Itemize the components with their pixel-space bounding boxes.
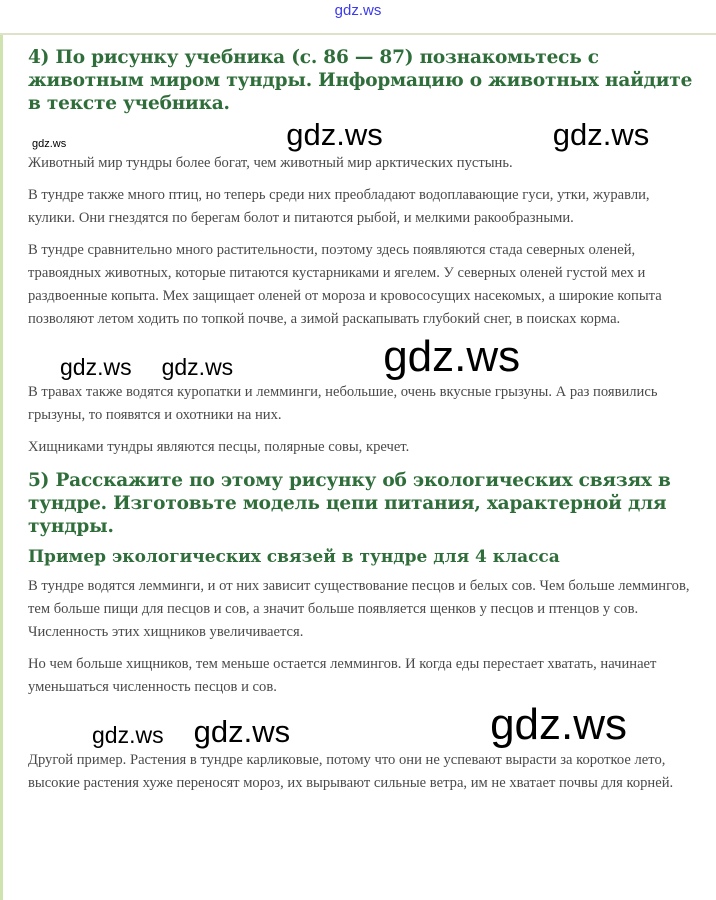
watermark-row: [28, 332, 694, 381]
paragraph: Но чем больше хищников, тем меньше остается леммингов. И когда еды перестает хватать, начинает уменьшаться численность песцов и сов.: [28, 656, 657, 695]
watermark: gdz.ws: [286, 117, 383, 152]
watermark-row: [28, 119, 694, 150]
paragraph: Другой пример. Растения в тундре карликовые, потому что они не успевают вырасти за короткое лето, высокие растения хуже переносят мороз, их вырывают сильные ветра, им не хватает почвы для корней.: [28, 752, 674, 791]
site-link[interactable]: gdz.ws: [334, 2, 382, 19]
article: [28, 46, 694, 795]
example-subheading: Пример экологических связей в тундре для 4 класса: [28, 547, 560, 567]
watermark: gdz.ws: [161, 354, 234, 380]
paragraph: В тундре также много птиц, но теперь среди них преобладают водоплавающие гуси, утки, журавли, кулики. Они гнездятся по берегам болот и питаются рыбой, и мелкими ракообразными.: [28, 187, 650, 226]
left-border: [0, 35, 3, 900]
watermark: gdz.ws: [383, 332, 521, 381]
top-bar: [0, 0, 716, 35]
watermark: gdz.ws: [552, 117, 650, 152]
paragraph: В травах также водятся куропатки и лемминги, небольшие, очень вкусные грызуны. А раз появились грызуны, то появятся и охотники на них.: [28, 384, 658, 423]
watermark-row: [28, 700, 694, 749]
paragraph: В тундре сравнительно много растительности, поэтому здесь появляются стада северных оленей, травоядных животных, которые питаются кустарниками и ягелем. У северных оленей густой мех и раздвоенные копыта. Мех защищает оленей от мороза и кровососущих насекомых, а широкие копыта позволяют летом ходить по топкой почве, а зимой раскапывать глубокий снег, в поисках корма.: [28, 242, 662, 327]
watermark: gdz.ws: [60, 354, 132, 380]
paragraph: Животный мир тундры более богат, чем животный мир арктических пустынь.: [28, 155, 513, 171]
paragraph: Хищниками тундры являются песцы, полярные совы, кречет.: [28, 439, 410, 455]
paragraph: В тундре водятся лемминги, и от них зависит существование песцов и белых сов. Чем больше леммингов, тем больше пищи для песцов и сов, а значит больше появляется щенков у песцов и птенцов у сов. Численность этих хищников увеличивается.: [28, 578, 690, 640]
task-5-heading: 5) Расскажите по этому рисунку об экологических связях в тундре. Изготовьте модель цепи питания, характерной для тундры.: [28, 470, 671, 537]
watermark: gdz.ws: [92, 722, 164, 748]
watermark: gdz.ws: [490, 700, 628, 749]
watermark: gdz.ws: [193, 714, 291, 749]
watermark: gdz.ws: [32, 138, 67, 150]
task-4-heading: 4) По рисунку учебника (с. 86 — 87) познакомьтесь с животным миром тундры. Информацию о животных найдите в тексте учебника.: [28, 47, 693, 114]
